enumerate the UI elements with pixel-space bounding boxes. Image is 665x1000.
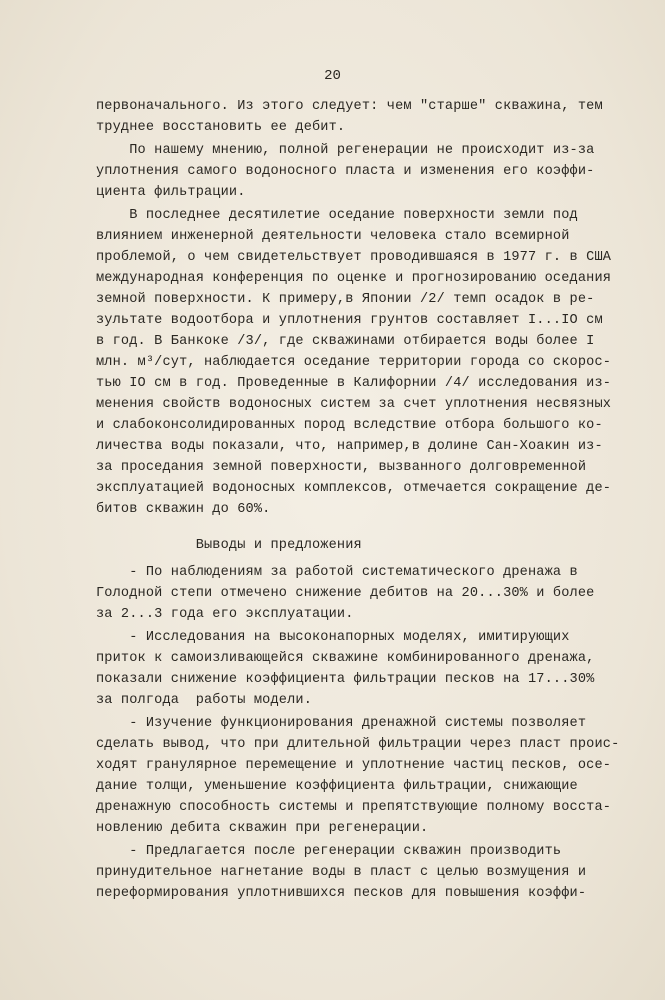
text-line: проблемой, о чем свидетельствует проводившаяся в 1977 г. в США <box>96 250 612 265</box>
text-line: личества воды показали, что, например,в долине Сан-Хоакин из- <box>96 439 603 454</box>
text-line: в год. В Банкоке /3/, где скважинами отбирается воды более I <box>96 334 595 349</box>
text-line: за проседания земной поверхности, вызванного долговременной <box>96 460 587 475</box>
text-line: влиянием инженерной деятельности человека стало всемирной <box>96 229 570 244</box>
text-line: По нашему мнению, полной регенерации не происходит из-за <box>96 143 595 158</box>
text-line: переформирования уплотнившихся песков для повышения коэффи- <box>96 886 587 901</box>
text-line: приток к самоизливающейся скважине комбинированного дренажа, <box>96 651 595 666</box>
text-line: млн. м³/сут, наблюдается оседание территории города со скорос- <box>96 355 612 370</box>
text-line: труднее восстановить ее дебит. <box>96 120 346 135</box>
text-line: за 2...3 года его эксплуатации. <box>96 607 354 622</box>
text-line: Голодной степи отмечено снижение дебитов на 20...30% и более <box>96 586 595 601</box>
text-line: международная конференция по оценке и прогнозированию оседания <box>96 271 612 286</box>
text-line: В последнее десятилетие оседание поверхности земли под <box>96 208 578 223</box>
text-line: - Изучение функционирования дренажной системы позволяет <box>96 716 587 731</box>
text-line: - Предлагается после регенерации скважин производить <box>96 844 562 859</box>
text-line: ходят гранулярное перемещение и уплотнение частиц песков, осе- <box>96 758 612 773</box>
text-line: тью IО см в год. Проведенные в Калифорнии /4/ исследования из- <box>96 376 612 391</box>
section-heading: Выводы и предложения <box>96 538 362 553</box>
text-line: зультате водоотбора и уплотнения грунтов составляет I...IО см <box>96 313 603 328</box>
text-line: дание толщи, уменьшение коэффициента фильтрации, снижающие <box>96 779 578 794</box>
text-line: показали снижение коэффициента фильтрации песков на 17...30% <box>96 672 595 687</box>
text-line: - По наблюдениям за работой систематического дренажа в <box>96 565 578 580</box>
text-line: и слабоконсолидированных пород вследствие отбора большого ко- <box>96 418 603 433</box>
text-line: дренажную способность системы и препятствующие полному восста- <box>96 800 612 815</box>
text-line: за полгода работы модели. <box>96 693 312 708</box>
text-line: циента фильтрации. <box>96 185 246 200</box>
text-line: эксплуатацией водоносных комплексов, отмечается сокращение де- <box>96 481 612 496</box>
text-line: принудительное нагнетание воды в пласт с целью возмущения и <box>96 865 587 880</box>
text-line: новлению дебита скважин при регенерации. <box>96 821 429 836</box>
text-line: первоначального. Из этого следует: чем "старше" скважина, тем <box>96 99 603 114</box>
text-line: земной поверхности. К примеру,в Японии /2/ темп осадок в ре- <box>96 292 595 307</box>
text-line: сделать вывод, что при длительной фильтрации через пласт проис- <box>96 737 620 752</box>
text-line: менения свойств водоносных систем за счет уплотнения несвязных <box>96 397 612 412</box>
text-line: уплотнения самого водоносного пласта и изменения его коэффи- <box>96 164 595 179</box>
page-number: 20 <box>324 68 341 84</box>
text-line: битов скважин до 60%. <box>96 502 271 517</box>
text-line: - Исследования на высоконапорных моделях, имитирующих <box>96 630 570 645</box>
